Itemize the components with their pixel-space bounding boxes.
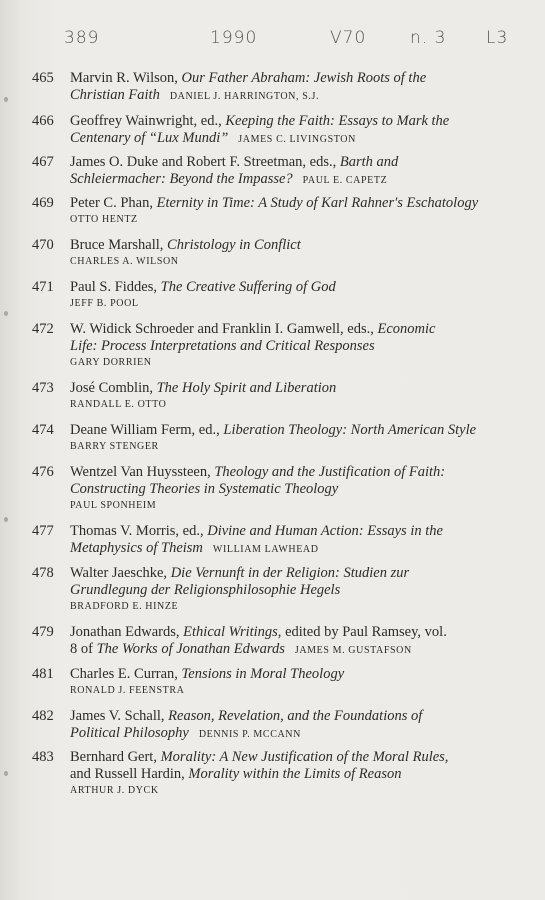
header-code: L3	[486, 28, 509, 48]
entry-reviewer: DANIEL J. HARRINGTON, S.J.	[169, 91, 320, 102]
entry-reviewer: PAUL SPONHEIM	[70, 500, 157, 511]
entry-number: 471	[32, 279, 54, 295]
entry-number: 466	[32, 113, 54, 129]
entry-author: Deane William Ferm, ed.,	[70, 422, 220, 438]
entry-reviewer: OTTO HENTZ	[70, 214, 138, 225]
entry-author: Bruce Marshall,	[70, 237, 164, 253]
entry-title-cont: Centenary of “Lux Mundi”	[70, 130, 229, 146]
entry-reviewer: ARTHUR J. DYCK	[70, 785, 159, 796]
entry-author: Bernhard Gert,	[70, 749, 157, 765]
entry-reviewer: JAMES C. LIVINGSTON	[238, 134, 356, 145]
entry-second-author: and Russell Hardin,	[70, 766, 185, 782]
entry-author: Marvin R. Wilson,	[70, 70, 178, 86]
entry-author: Thomas V. Morris, ed.,	[70, 523, 204, 539]
entry-reviewer: BRADFORD E. HINZE	[70, 601, 179, 612]
entry-author: Jonathan Edwards,	[70, 624, 180, 640]
entry-title: Keeping the Faith: Essays to Mark the	[225, 113, 450, 129]
entry-reviewer: RANDALL E. OTTO	[70, 399, 167, 410]
entry-number: 477	[32, 523, 54, 539]
entry-reviewer: DENNIS P. MCCANN	[198, 729, 301, 740]
entry-title-cont: Political Philosophy	[70, 725, 189, 741]
header-page-ref: 389	[64, 28, 100, 48]
entry-number: 473	[32, 380, 54, 396]
entry-reviewer: GARY DORRIEN	[70, 357, 152, 368]
entry-number: 469	[32, 195, 54, 211]
entry-title: Die Vernunft in der Religion: Studien zur	[170, 565, 410, 581]
entry-author: Paul S. Fiddes,	[70, 279, 158, 295]
entry-number: 476	[32, 464, 54, 480]
entry-reviewer: CHARLES A. WILSON	[70, 256, 179, 267]
entry-title: Barth and	[339, 154, 399, 170]
entry-title-cont: Metaphysics of Theism	[70, 540, 203, 556]
entry-title: Christology in Conflict	[167, 237, 301, 253]
entry-title: The Creative Suffering of God	[160, 279, 336, 295]
entry-title: Our Father Abraham: Jewish Roots of the	[181, 70, 427, 86]
entry-author: Walter Jaeschke,	[70, 565, 168, 581]
entry-title-cont: Grundlegung der Religionsphilosophie Hegels	[70, 582, 341, 598]
entry-number: 467	[32, 154, 54, 170]
entry-author: Geoffrey Wainwright, ed.,	[70, 113, 222, 129]
entry-number: 474	[32, 422, 54, 438]
entry-author: José Comblin,	[70, 380, 153, 396]
entry-author: Charles E. Curran,	[70, 666, 178, 682]
entry-number: 481	[32, 666, 54, 682]
entry-editor-note: edited by Paul Ramsey, vol.	[285, 624, 447, 640]
entry-title-cont: Life: Process Interpretations and Critical Responses	[70, 338, 375, 354]
entry-title: Economic	[377, 321, 436, 337]
entry-series-title: The Works of Jonathan Edwards	[96, 641, 285, 657]
header-volume: V70	[330, 28, 367, 48]
entry-title: Reason, Revelation, and the Foundations of	[168, 708, 423, 724]
entry-title: Eternity in Time: A Study of Karl Rahner's Eschatology	[156, 195, 479, 211]
entry-author: Peter C. Phan,	[70, 195, 153, 211]
entry-author: W. Widick Schroeder and Franklin I. Gamwell, eds.,	[70, 321, 374, 337]
entry-title: The Holy Spirit and Liberation	[156, 380, 337, 396]
entry-reviewer: PAUL E. CAPETZ	[302, 175, 388, 186]
entry-number: 479	[32, 624, 54, 640]
binding-hole-mark	[4, 517, 8, 522]
entry-author: Wentzel Van Huyssteen,	[70, 464, 211, 480]
entry-title-cont: Constructing Theories in Systematic Theology	[70, 481, 339, 497]
entry-reviewer: JAMES M. GUSTAFSON	[294, 645, 412, 656]
entry-title: Theology and the Justification of Faith:	[214, 464, 446, 480]
entry-title: Morality: A New Justification of the Moral Rules,	[160, 749, 449, 765]
entry-title: Ethical Writings,	[183, 624, 282, 640]
entry-reviewer: JEFF B. POOL	[70, 298, 139, 309]
entry-number: 465	[32, 70, 54, 86]
entry-title-cont: Christian Faith	[70, 87, 160, 103]
entry-title: Tensions in Moral Theology	[181, 666, 345, 682]
entry-volume-note: 8 of	[70, 641, 93, 657]
entry-title: Liberation Theology: North American Style	[223, 422, 477, 438]
binding-hole-mark	[4, 771, 8, 776]
entry-reviewer: WILLIAM LAWHEAD	[212, 544, 319, 555]
entry-number: 470	[32, 237, 54, 253]
binding-hole-mark	[4, 97, 8, 102]
entry-author: James O. Duke and Robert F. Streetman, eds.,	[70, 154, 337, 170]
entry-number: 478	[32, 565, 54, 581]
entry-title-cont: Schleiermacher: Beyond the Impasse?	[70, 171, 293, 187]
entry-title-cont: Morality within the Limits of Reason	[188, 766, 402, 782]
header-issue: n. 3	[410, 28, 447, 48]
header-year: 1990	[210, 28, 258, 48]
entry-title: Divine and Human Action: Essays in the	[207, 523, 443, 539]
entry-reviewer: RONALD J. FEENSTRA	[70, 685, 185, 696]
entry-author: James V. Schall,	[70, 708, 165, 724]
entry-number: 483	[32, 749, 54, 765]
entry-reviewer: BARRY STENGER	[70, 441, 159, 452]
entry-number: 482	[32, 708, 54, 724]
binding-hole-mark	[4, 311, 8, 316]
handwritten-header	[0, 28, 545, 58]
entry-number: 472	[32, 321, 54, 337]
